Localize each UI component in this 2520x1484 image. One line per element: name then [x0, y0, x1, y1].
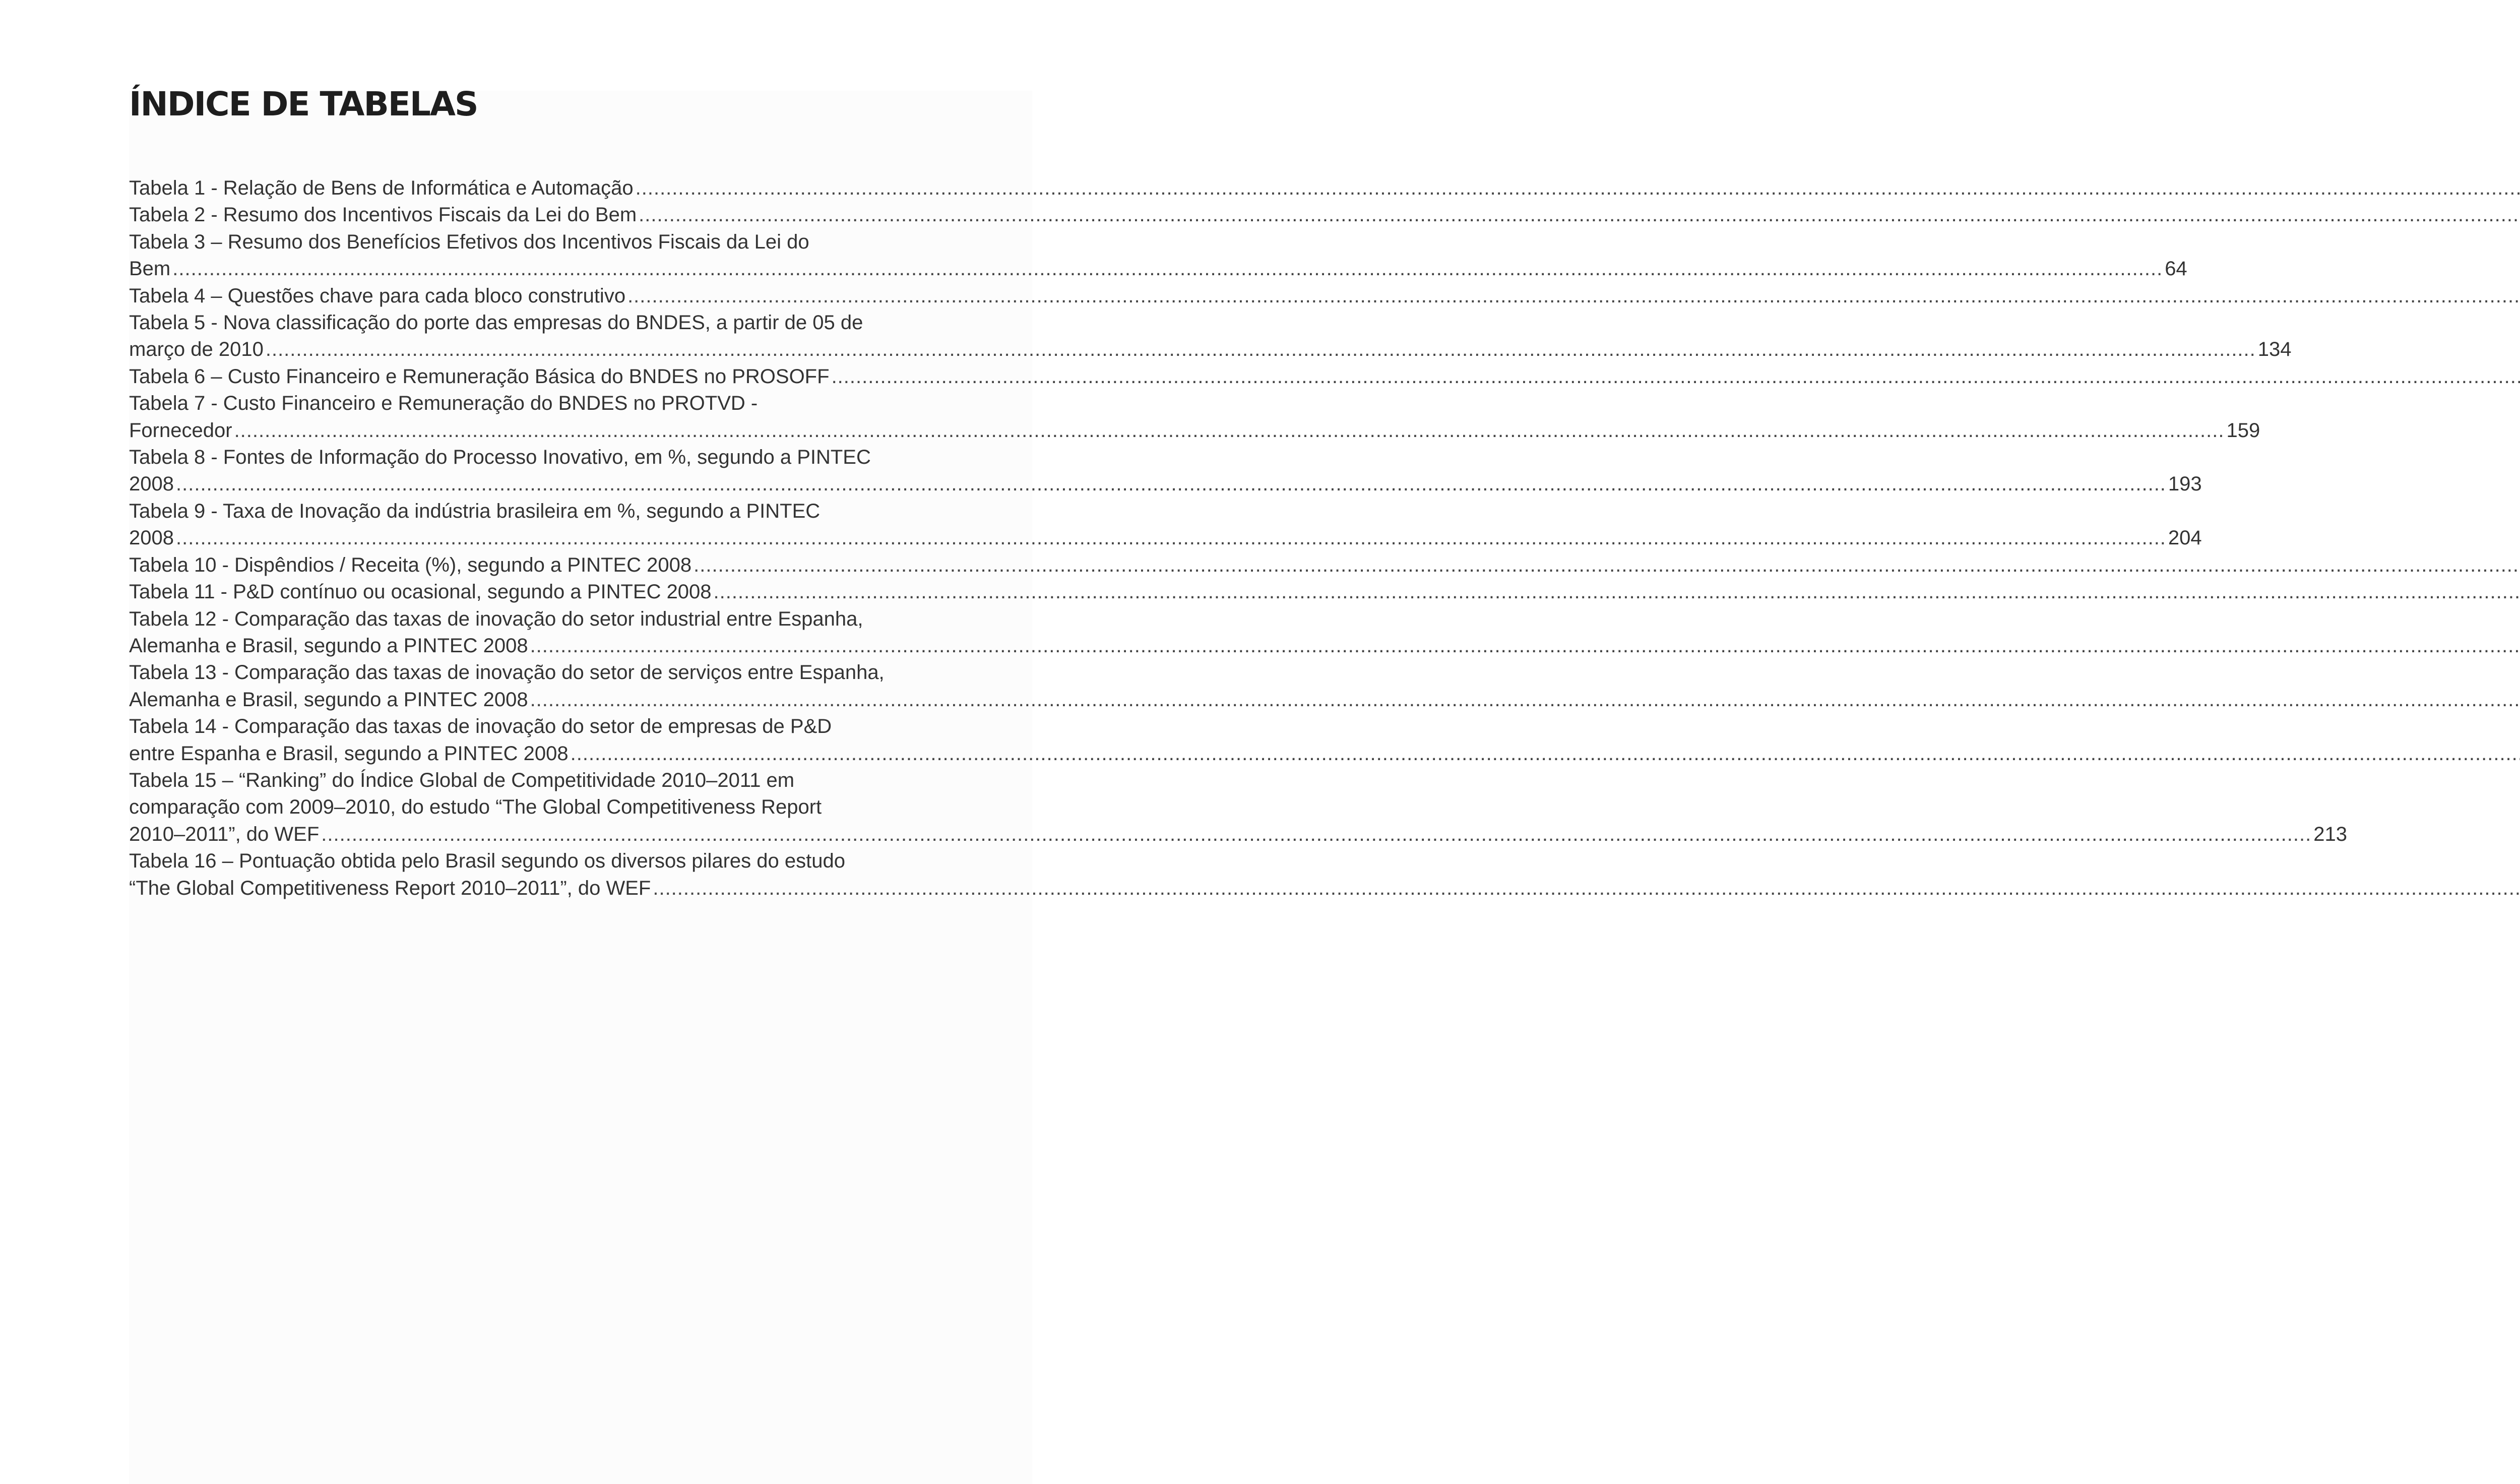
toc-entry-label-line: Tabela 14 - Comparação das taxas de inovação do setor de empresas de P&D: [129, 715, 832, 738]
dot-leader: [528, 687, 2520, 713]
toc-entry-label-line: Tabela 7 - Custo Financeiro e Remuneração do BNDES no PROTVD -: [129, 392, 758, 415]
dot-leader: [264, 336, 2258, 363]
toc-entry-label: Bem: [129, 258, 171, 280]
toc-entry[interactable]: [129, 283, 929, 310]
toc-entry[interactable]: [129, 606, 929, 660]
dot-leader: [174, 525, 2168, 551]
toc-entry-row: [129, 821, 2347, 848]
dot-leader: [637, 202, 2520, 228]
toc-entry[interactable]: [129, 498, 2202, 552]
toc-entry-label: 2010–2011”, do WEF: [129, 823, 320, 845]
toc-entry-row: [129, 552, 929, 579]
toc-entry-label: Tabela 6 – Custo Financeiro e Remuneração Básica do BNDES no PROSOFF: [129, 365, 830, 388]
toc-entry-row: [129, 525, 2202, 551]
toc-entry[interactable]: [129, 363, 929, 390]
toc-entry-page-number: 213: [2313, 823, 2347, 845]
toc-entry-row: [129, 256, 2187, 282]
toc-entry[interactable]: [129, 390, 2260, 444]
toc-entry-row: [129, 875, 929, 902]
table-index-list: [129, 175, 2347, 902]
toc-entry-row: [129, 471, 2202, 498]
toc-entry-page-number: 64: [2165, 258, 2187, 280]
toc-entry-label: Tabela 4 – Questões chave para cada bloco construtivo: [129, 284, 626, 307]
toc-entry[interactable]: [129, 713, 929, 767]
toc-entry-row: [129, 687, 929, 713]
toc-entry-label-line: Tabela 16 – Pontuação obtida pelo Brasil segundo os diversos pilares do estudo: [129, 850, 845, 873]
toc-entry-label: entre Espanha e Brasil, segundo a PINTEC 2008: [129, 742, 569, 765]
toc-entry[interactable]: [129, 848, 929, 902]
dot-leader: [232, 417, 2227, 444]
toc-entry-label-line: Tabela 8 - Fontes de Informação do Processo Inovativo, em %, segundo a PINTEC: [129, 446, 871, 469]
toc-entry-label: Tabela 2 - Resumo dos Incentivos Fiscais da Lei do Bem: [129, 204, 637, 226]
toc-entry[interactable]: [129, 310, 2292, 363]
toc-entry-label: “The Global Competitiveness Report 2010–2011”, do WEF: [129, 877, 651, 899]
toc-entry-label: Alemanha e Brasil, segundo a PINTEC 2008: [129, 634, 528, 657]
dot-leader: [528, 633, 2520, 659]
toc-entry-row: [129, 336, 2292, 363]
toc-entry-label-line: Tabela 3 – Resumo dos Benefícios Efetivos dos Incentivos Fiscais da Lei do: [129, 230, 809, 253]
toc-entry[interactable]: [129, 767, 2347, 848]
toc-entry[interactable]: [129, 175, 929, 202]
toc-entry-row: [129, 579, 929, 605]
dot-leader: [651, 875, 2520, 902]
toc-entry-page-number: 134: [2257, 338, 2292, 361]
toc-entry-label: Tabela 10 - Dispêndios / Receita (%), segundo a PINTEC 2008: [129, 553, 692, 576]
dot-leader: [319, 821, 2313, 848]
toc-entry-row: [129, 633, 929, 659]
toc-entry-label-line: Tabela 5 - Nova classificação do porte das empresas do BNDES, a partir de 05 de: [129, 312, 863, 334]
dot-leader: [174, 471, 2168, 498]
toc-entry-row: [129, 283, 929, 310]
toc-entry-label-line: Tabela 13 - Comparação das taxas de inovação do setor de serviços entre Espanha,: [129, 661, 885, 684]
toc-entry-label: 2008: [129, 527, 174, 549]
dot-leader: [712, 579, 2520, 605]
dot-leader: [634, 175, 2520, 202]
dot-leader: [625, 283, 2520, 310]
page-title: ÍNDICE DE TABELAS: [129, 85, 478, 123]
toc-entry-page-number: 193: [2168, 473, 2202, 496]
toc-entry[interactable]: [129, 659, 929, 713]
toc-entry-page-number: 159: [2226, 419, 2260, 442]
toc-entry-label-line: Tabela 12 - Comparação das taxas de inovação do setor industrial entre Espanha,: [129, 607, 863, 630]
toc-entry-label-line: comparação com 2009–2010, do estudo “The Global Competitiveness Report: [129, 796, 822, 819]
toc-entry[interactable]: [129, 229, 2187, 283]
toc-entry-label: 2008: [129, 473, 174, 496]
toc-entry-label: Alemanha e Brasil, segundo a PINTEC 2008: [129, 688, 528, 711]
toc-entry-row: [129, 202, 929, 228]
toc-entry-page-number: 204: [2168, 527, 2202, 549]
dot-leader: [691, 552, 2520, 579]
toc-entry[interactable]: [129, 579, 929, 605]
toc-entry-row: [129, 740, 929, 767]
toc-entry[interactable]: [129, 444, 2202, 498]
toc-entry-row: [129, 175, 929, 202]
toc-entry-row: [129, 363, 929, 390]
toc-entry-label: Tabela 11 - P&D contínuo ou ocasional, segundo a PINTEC 2008: [129, 581, 712, 603]
dot-leader: [569, 740, 2520, 767]
toc-entry[interactable]: [129, 552, 929, 579]
toc-entry[interactable]: [129, 202, 929, 228]
toc-entry-row: [129, 417, 2260, 444]
toc-entry-label: Tabela 1 - Relação de Bens de Informática e Automação: [129, 177, 634, 199]
dot-leader: [830, 363, 2520, 390]
toc-entry-label: março de 2010: [129, 338, 264, 361]
toc-entry-label: Fornecedor: [129, 419, 232, 442]
dot-leader: [170, 256, 2165, 282]
toc-entry-label-line: Tabela 15 – “Ranking” do Índice Global de Competitividade 2010–2011 em: [129, 769, 795, 791]
toc-entry-label-line: Tabela 9 - Taxa de Inovação da indústria brasileira em %, segundo a PINTEC: [129, 500, 821, 522]
